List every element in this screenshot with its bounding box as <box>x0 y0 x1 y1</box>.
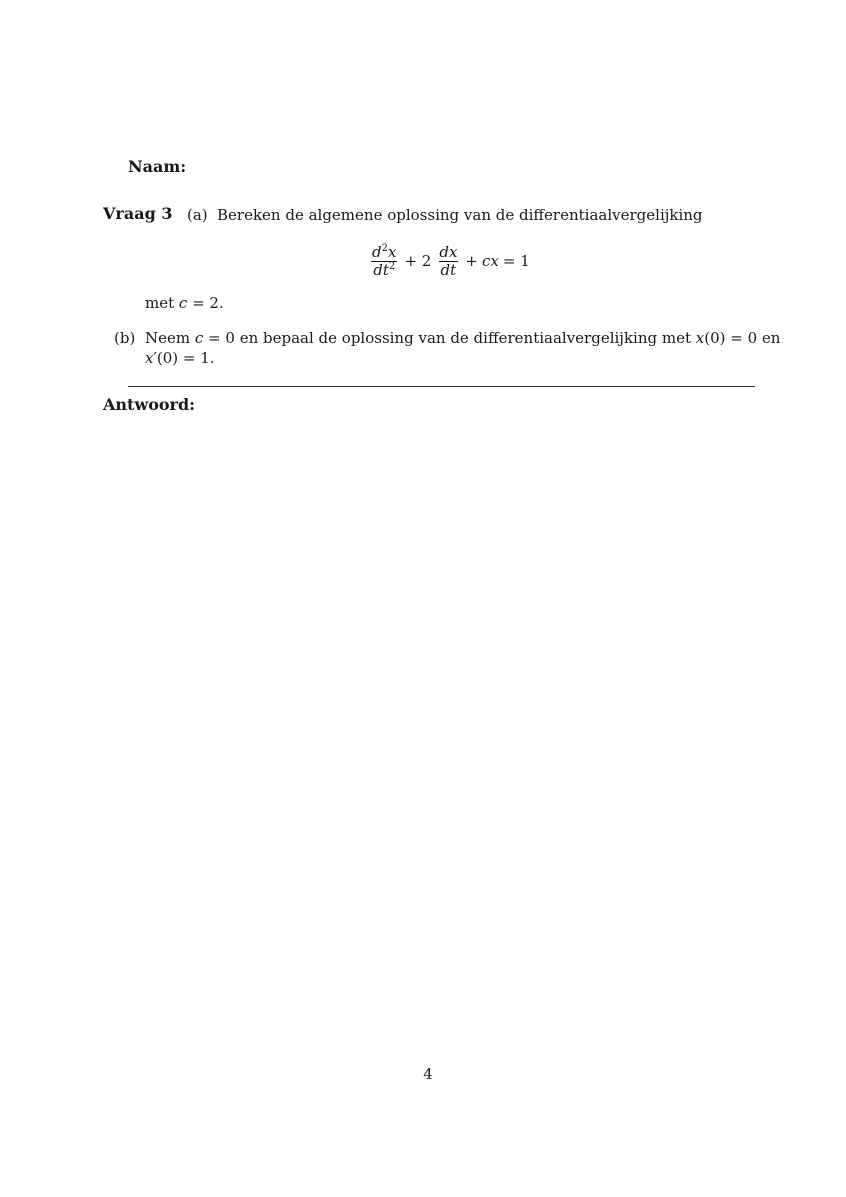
differential-equation <box>368 238 534 284</box>
cond-rest: = 2. <box>187 294 224 312</box>
part-b-marker: (b) <box>114 329 136 347</box>
frac1-num-exp: 2 <box>381 242 388 254</box>
part-a-condition <box>145 293 224 313</box>
answer-label: Antwoord: <box>103 395 196 414</box>
part-a-text: Bereken de algemene oplossing van de differentiaalvergelijking <box>217 206 703 224</box>
cx-term: cx <box>481 252 499 270</box>
frac1-den-exp: 2 <box>388 260 396 272</box>
part-a-marker: (a) <box>187 206 208 224</box>
frac2-num: dx <box>439 242 458 261</box>
first-derivative-fraction <box>437 244 459 279</box>
plus-sign: + <box>465 252 478 270</box>
divider-line <box>128 386 755 387</box>
b2-var-x: x <box>145 349 154 367</box>
equals-one: = 1 <box>502 252 530 270</box>
frac1-num-d: d <box>372 242 382 261</box>
frac1-num-var: x <box>387 242 397 261</box>
b-text-a: Neem <box>145 329 195 347</box>
b-var-x: x <box>695 329 705 347</box>
page-number: 4 <box>423 1065 433 1083</box>
b-text-b: = 0 en bepaal de oplossing van de differentiaalvergelijking met <box>203 329 696 347</box>
second-derivative-fraction <box>370 244 398 279</box>
b-var-c: c <box>194 329 204 347</box>
b2-rest: ′(0) = 1. <box>153 349 215 367</box>
frac1-den: dt <box>373 260 389 279</box>
frac2-den: dt <box>440 260 457 279</box>
part-b-line2 <box>145 348 215 368</box>
cond-prefix: met <box>145 294 179 312</box>
part-b-line1 <box>145 328 781 348</box>
plus-two: + 2 <box>404 252 432 270</box>
cond-var: c <box>178 294 188 312</box>
name-label: Naam: <box>128 157 187 176</box>
question-label: Vraag 3 <box>103 204 173 223</box>
b-text-d: (0) = 0 en <box>704 329 781 347</box>
